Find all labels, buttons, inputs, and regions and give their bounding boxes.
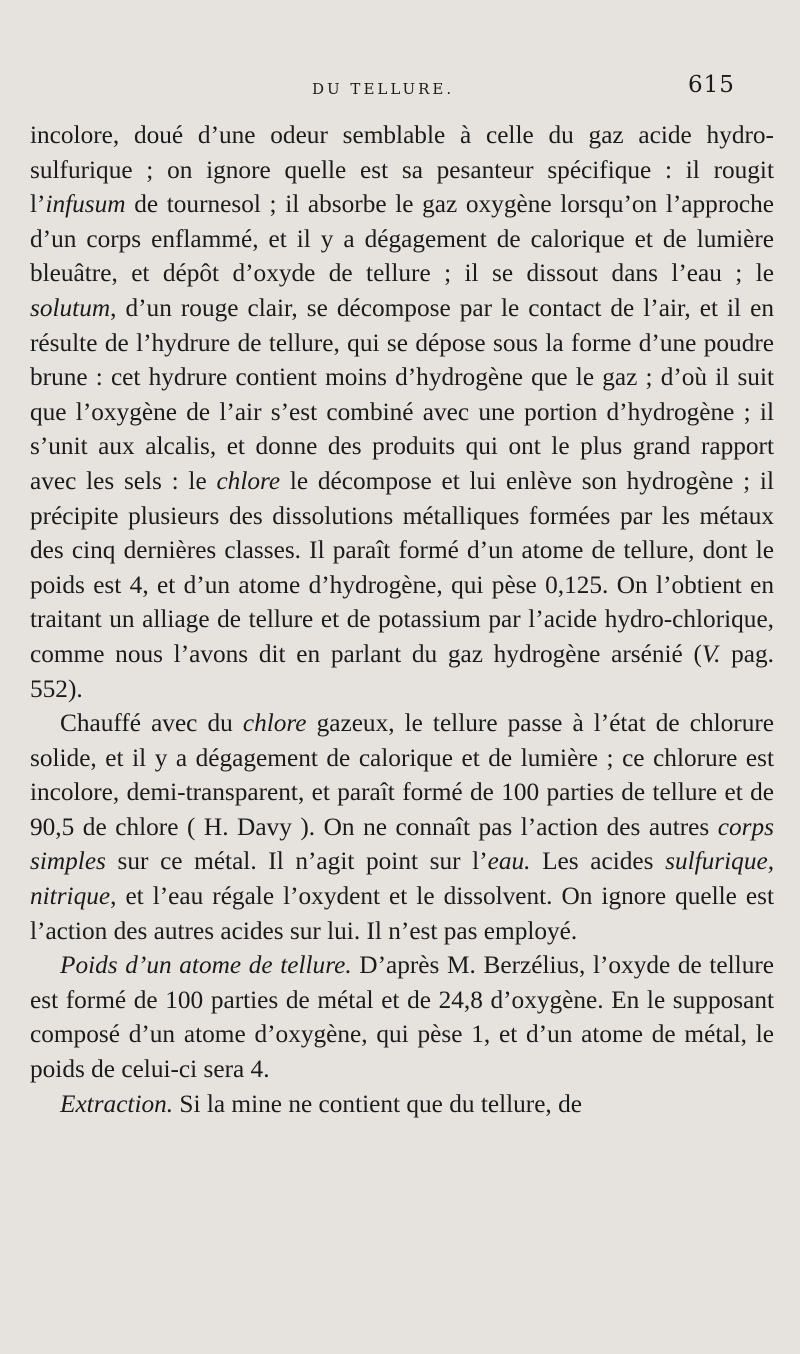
body-text <box>30 118 774 1121</box>
text-run: le décompose et lui enlève son hydrogène ; il précipite plusieurs des dissolutions métalliques formées par les métaux des cinq dernières classes. Il paraît formé d’un atome de tellure, dont le poids est 4, et d’un atome d’hydrogène, qui pèse 0,125. On l’obtient en traitant un alliage de tellure et de potassium par l’acide hydro-chlorique, comme nous l’avons dit en parlant du gaz hydrogène arsénié ( <box>30 466 774 668</box>
text-run: D’après M. Berzélius, l’oxyde de tellure est formé de 100 parties de métal et de 24,8 d’oxygène. En le supposant composé d’un atome d’oxygène, qui pèse 1, et d’un atome de métal, le poids de celui-ci sera 4. <box>30 951 775 1084</box>
text-run: , d’un rouge clair, se décompose par le contact de l’air, et il en résulte de l’hydrure de tellure, qui se dépose sous la forme d’une poudre brune : cet hydrure contient moins d’hydrogène que le gaz ; d’où il suit que l’oxygène de l’air s’est combiné avec une portion d’hydrogène ; il s’unit aux alcalis, et donne des produits qui ont le plus grand rapport avec les sels : le <box>30 293 774 495</box>
italic-text: Extraction. <box>60 1089 174 1118</box>
text-run: incolore, doué d’une odeur semblable à celle du gaz acide hydro-sulfurique ; on ignore quelle est sa pesanteur spécifique : il rougit l’ <box>30 121 774 219</box>
italic-text: V. <box>701 639 721 668</box>
italic-text: eau. <box>487 847 531 876</box>
text-run: Les acides <box>530 847 666 876</box>
text-run: , et l’eau régale l’oxydent et le dissolvent. On ignore quelle est l’action des autres acides sur lui. Il n’est pas employé. <box>30 882 774 945</box>
running-title: DU TELLURE. <box>312 80 455 98</box>
italic-text: sulfurique, nitrique <box>30 847 775 911</box>
text-run: Chauffé avec du <box>60 709 243 738</box>
text-run: sur ce métal. Il n’agit point sur l’ <box>105 847 488 876</box>
italic-text: infusum <box>45 190 126 219</box>
paragraph <box>30 948 774 1086</box>
italic-text: solutum <box>30 293 111 322</box>
text-run: gazeux, le tellure passe à l’état de chlorure solide, et il y a dégagement de calorique et de lumière ; ce chlorure est incolore, demi-transparent, et paraît formé de 100 parties de tellure et de 90,5 de chlore ( H. Davy ). On ne connaît pas l’action des autres <box>30 709 774 841</box>
paragraph <box>30 1087 774 1122</box>
paragraph <box>30 118 774 706</box>
italic-text: chlore <box>216 466 281 495</box>
page-header <box>0 72 800 104</box>
text-run: de tournesol ; il absorbe le gaz oxygène lorsqu’on l’approche d’un corps enflammé, et il y a dégagement de calorique et de lumière bleuâtre, et dépôt d’oxyde de tellure ; il se dissout dans l’eau ; le <box>30 190 774 288</box>
text-run: pag. 552). <box>30 639 774 703</box>
italic-text: corps simples <box>30 812 774 876</box>
italic-text: chlore <box>242 709 307 738</box>
italic-text: Poids d’un atome de tellure. <box>60 951 352 980</box>
text-run: Si la mine ne contient que du tellure, de <box>173 1089 582 1118</box>
page-number: 615 <box>688 72 735 98</box>
paragraph <box>30 706 774 948</box>
